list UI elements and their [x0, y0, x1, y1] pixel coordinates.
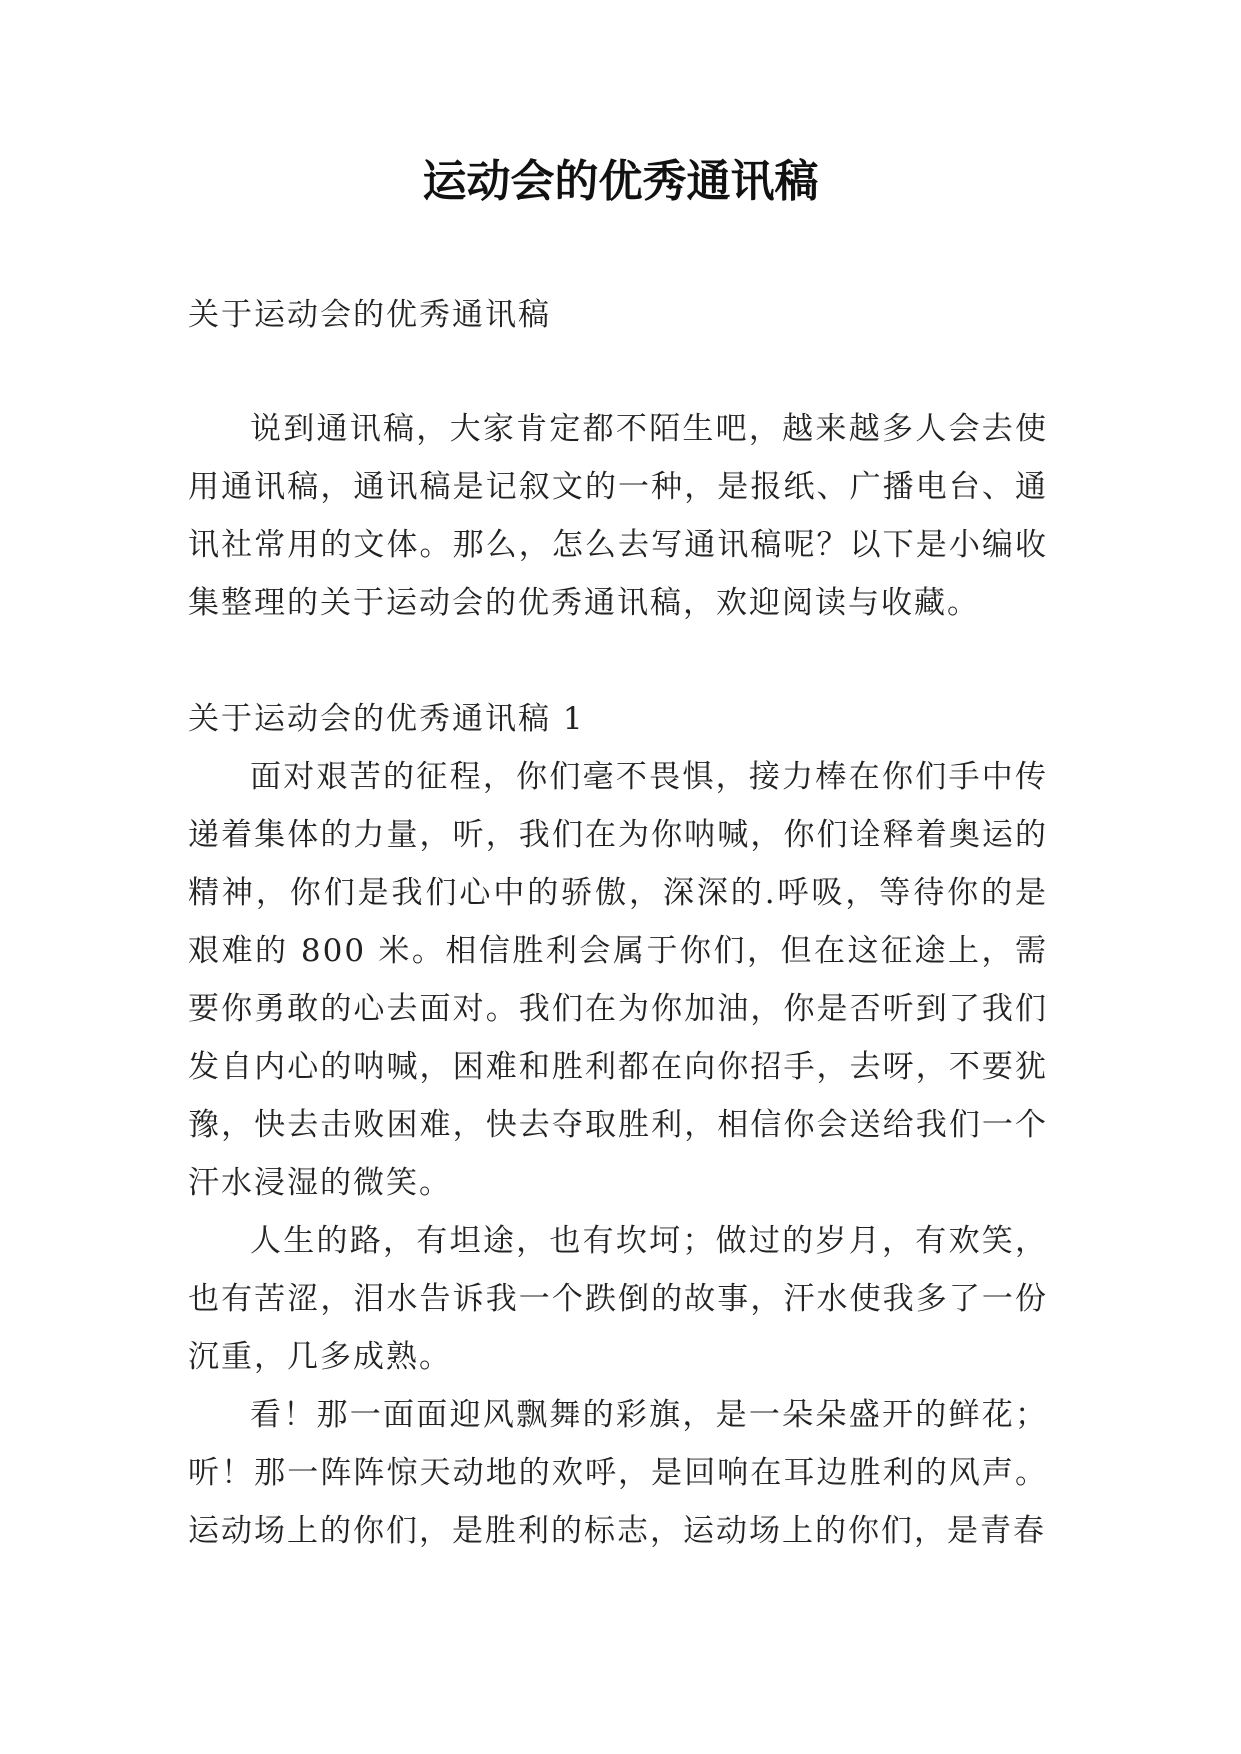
- document-title: 运动会的优秀通讯稿: [422, 156, 819, 207]
- body-paragraph: 人生的路，有坦途，也有坎坷；做过的岁月，有欢笑，也有苦涩，泪水告诉我一个跌倒的故事，汗水使我多了一份沉重，几多成熟。: [188, 1223, 1048, 1375]
- body-paragraph: 面对艰苦的征程，你们毫不畏惧，接力棒在你们手中传递着集体的力量，听，我们在为你呐喊，你们诠释着奥运的精神，你们是我们心中的骄傲，深深的.呼吸，等待你的是艰难的 800 米。相信胜利会属于你们，但在这征途上，需要你勇敢的心去面对。我们在为你加油，你是否听到了我们发自内心的呐喊，困难和胜利都在向你招手，去呀，不要犹豫，快去击败困难，快去夺取胜利，相信你会送给我们一个汗水浸湿的微笑。: [188, 759, 1048, 1201]
- section-body: [188, 748, 1048, 1560]
- body-paragraph: 看！那一面面迎风飘舞的彩旗，是一朵朵盛开的鲜花；听！那一阵阵惊天动地的欢呼，是回响在耳边胜利的风声。运动场上的你们，是胜利的标志，运动场上的你们，是青春: [188, 1397, 1048, 1549]
- intro-paragraph: 说到通讯稿，大家肯定都不陌生吧，越来越多人会去使用通讯稿，通讯稿是记叙文的一种，是报纸、广播电台、通讯社常用的文体。那么，怎么去写通讯稿呢？以下是小编收集整理的关于运动会的优秀通讯稿，欢迎阅读与收藏。: [188, 411, 1048, 621]
- document-subtitle: 关于运动会的优秀通讯稿: [188, 297, 551, 333]
- section-heading: 关于运动会的优秀通讯稿 1: [188, 701, 585, 737]
